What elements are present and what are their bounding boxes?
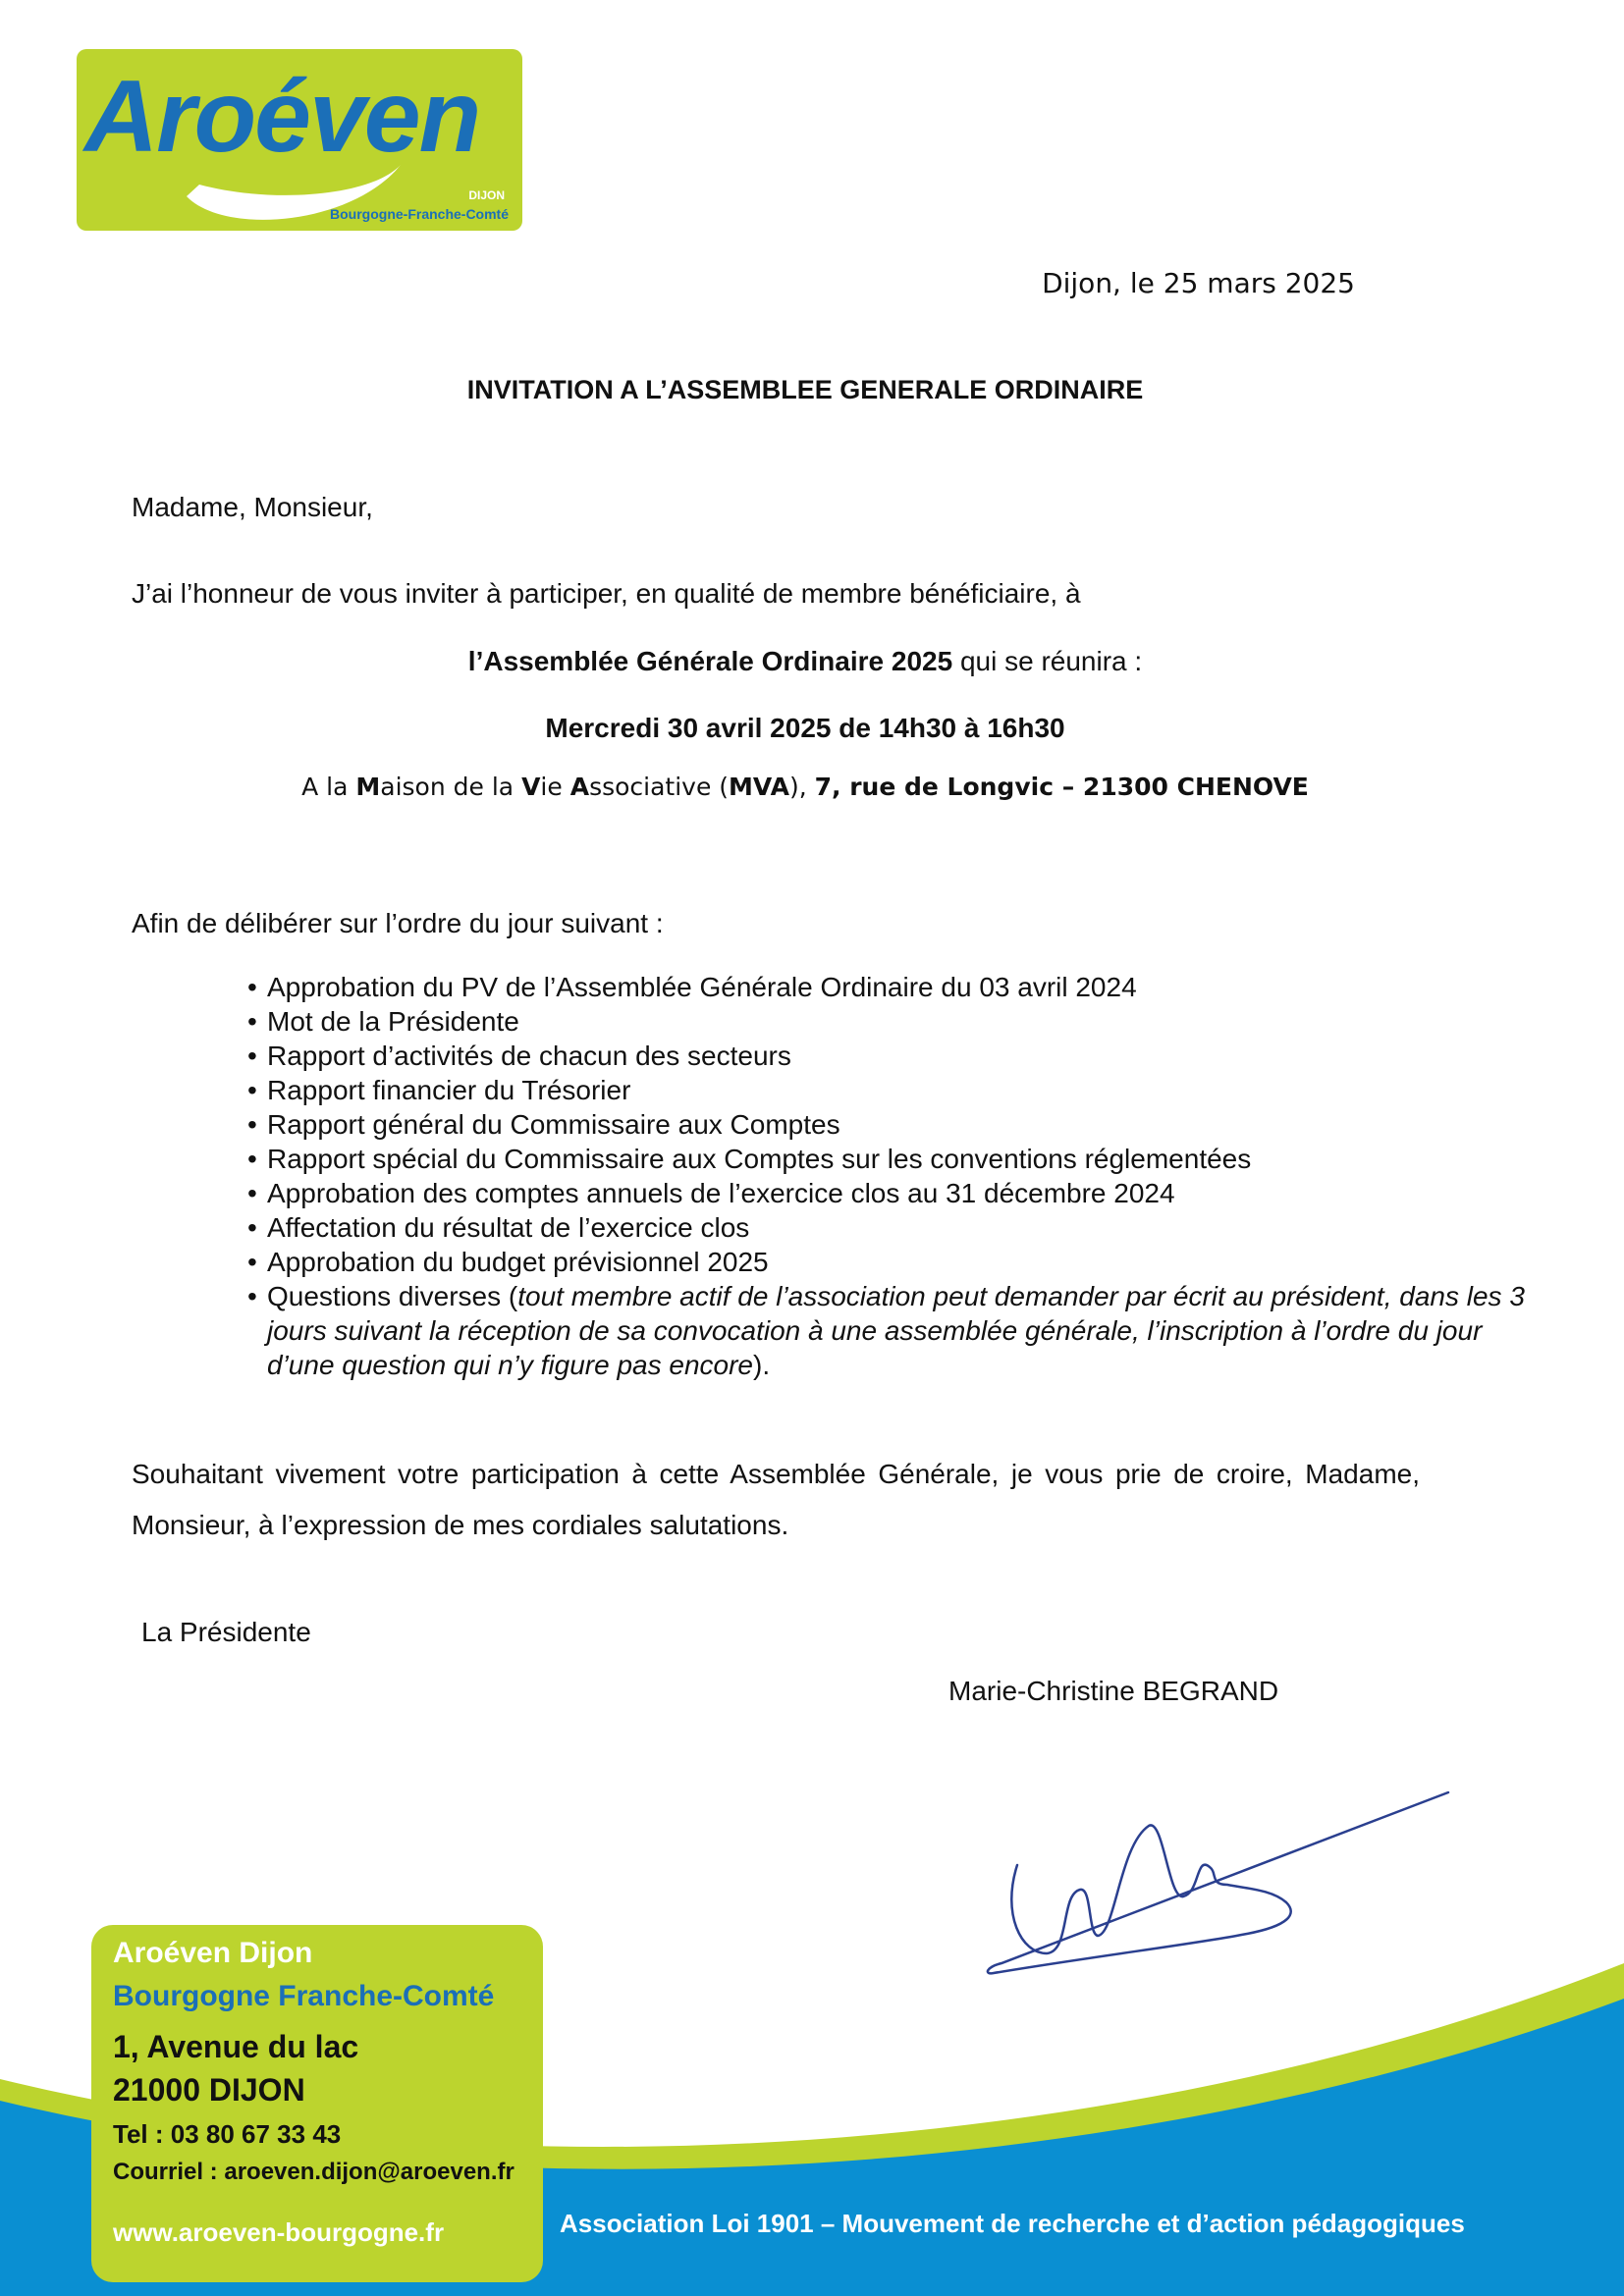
- agenda-item: • Approbation du budget prévisionnel 2025: [247, 1245, 1543, 1279]
- location-part: M: [355, 773, 381, 801]
- intro-paragraph: J’ai l’honneur de vous inviter à participer, en qualité de membre bénéficiaire, à: [132, 578, 1081, 609]
- agenda-item: • Mot de la Présidente: [247, 1004, 1543, 1039]
- location-part: ),: [788, 773, 815, 801]
- footer-tagline: Association Loi 1901 – Mouvement de recherche et d’action pédagogiques: [560, 2209, 1465, 2238]
- phone: Tel : 03 80 67 33 43: [113, 2119, 342, 2149]
- contact-card: [91, 1925, 543, 2282]
- assembly-rest: qui se réunira :: [952, 646, 1143, 676]
- questions-prefix: Questions diverses (: [267, 1281, 518, 1311]
- salutation: Madame, Monsieur,: [132, 492, 373, 522]
- assembly-name: l’Assemblée Générale Ordinaire 2025: [467, 646, 953, 676]
- letter-title: INVITATION A L’ASSEMBLEE GENERALE ORDINAIRE: [466, 375, 1144, 404]
- location-part: ie: [540, 773, 570, 801]
- email: Courriel : aroeven.dijon@aroeven.fr: [113, 2159, 514, 2185]
- location-part: aison de la: [380, 773, 522, 801]
- meeting-datetime: Mercredi 30 avril 2025 de 14h30 à 16h30: [545, 713, 1065, 743]
- location-part: A la: [301, 773, 356, 801]
- location-part: MVA: [729, 773, 789, 801]
- website-link[interactable]: www.aroeven-bourgogne.fr: [113, 2217, 445, 2247]
- org-name: Aroéven Dijon: [113, 1937, 313, 1969]
- agenda-item: • Rapport d’activités de chacun des secteurs: [247, 1039, 1543, 1073]
- agenda-item: • Rapport général du Commissaire aux Comptes: [247, 1107, 1543, 1142]
- logo-wordmark: Aroéven: [84, 60, 480, 174]
- agenda-item: • Approbation des comptes annuels de l’exercice clos au 31 décembre 2024: [247, 1176, 1543, 1210]
- letter-date: Dijon, le 25 mars 2025: [1042, 267, 1355, 299]
- questions-suffix: ).: [753, 1350, 771, 1380]
- location-part: A: [569, 773, 590, 801]
- closing-paragraph: Souhaitant vivement votre participation à cette Assemblée Générale, je vous prie de croire, Madame, Monsieur, à l’expression de mes cordiales salutations.: [132, 1459, 1420, 1540]
- location-address: 7, rue de Longvic – 21300 CHENOVE: [814, 773, 1309, 801]
- agenda-item: • Rapport financier du Trésorier: [247, 1073, 1543, 1107]
- signer-name: Marie-Christine BEGRAND: [948, 1676, 1279, 1706]
- address-line2: 21000 DIJON: [113, 2072, 305, 2108]
- org-region: Bourgogne Franche-Comté: [113, 1980, 495, 2012]
- questions-note: tout membre actif de l’association peut demander par écrit au président, dans les 3 jours suivant la réception de sa convocation à une assemblée générale, l’inscription à l’ordre du jour d’une question qui n’y figure pas encore: [267, 1281, 1525, 1380]
- signer-role: La Présidente: [141, 1617, 311, 1647]
- agenda-item: • Approbation du PV de l’Assemblée Générale Ordinaire du 03 avril 2024: [247, 970, 1543, 1004]
- agenda-item: • Rapport spécial du Commissaire aux Comptes sur les conventions réglementées: [247, 1142, 1543, 1176]
- location-part: ssociative (: [589, 773, 730, 801]
- logo-region: Bourgogne-Franche-Comté: [330, 206, 509, 222]
- location-part: V: [521, 773, 541, 801]
- agenda-intro: Afin de délibérer sur l’ordre du jour suivant :: [132, 908, 664, 938]
- logo-city: DIJON: [468, 188, 505, 202]
- agenda-item: • Affectation du résultat de l’exercice clos: [247, 1210, 1543, 1245]
- address-line1: 1, Avenue du lac: [113, 2029, 359, 2064]
